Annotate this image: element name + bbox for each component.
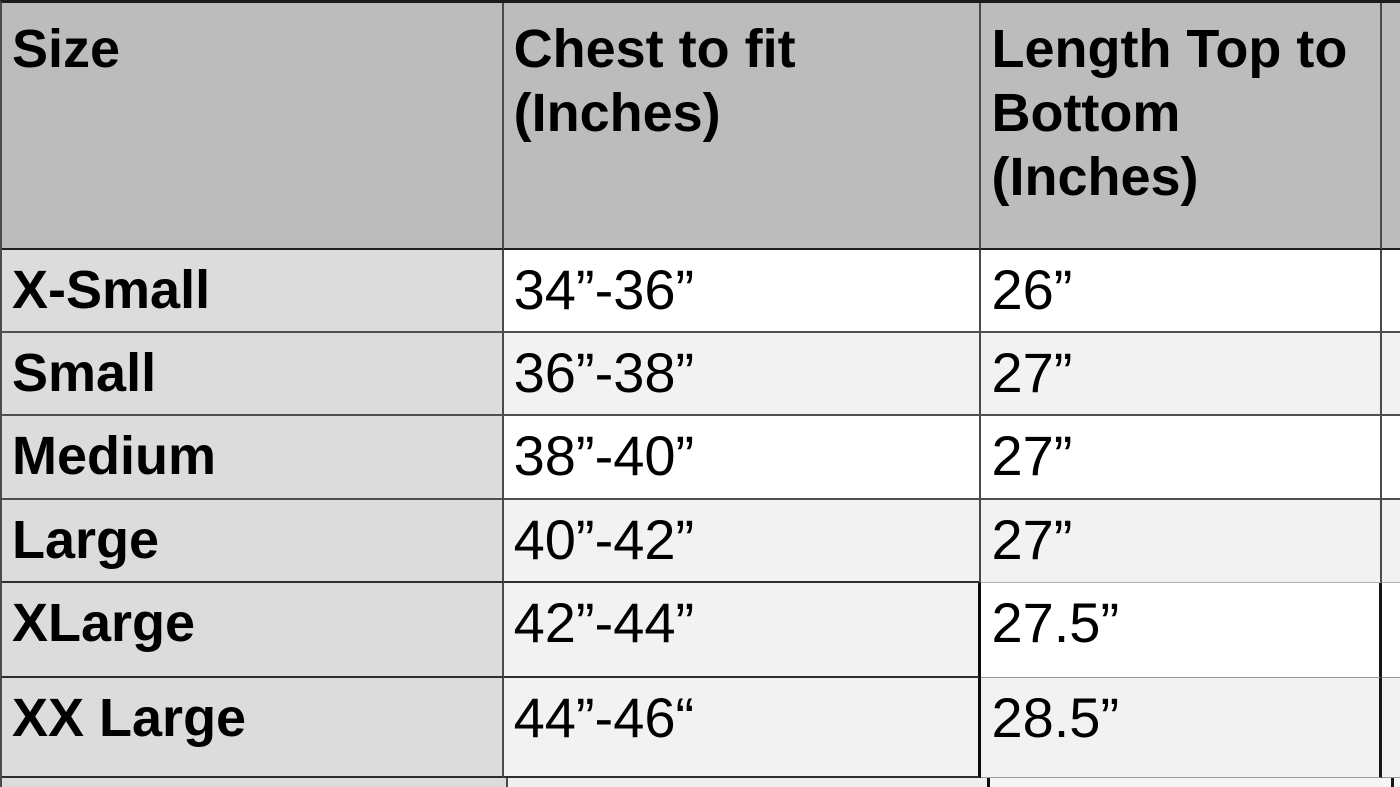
cell-chest: 34”-36”: [504, 250, 982, 333]
cell-chest: 44”-46“: [504, 678, 982, 778]
cell-chest: 38”-40”: [504, 416, 982, 500]
cell-chest: 40”-42”: [504, 500, 982, 583]
cell-size: XLarge: [2, 583, 504, 678]
cell-size: Large: [2, 500, 504, 583]
cropped-column-sliver: [1382, 678, 1400, 778]
table-row-large: [2, 500, 1400, 583]
table-row-small: [2, 333, 1400, 416]
cell-size: Medium: [2, 416, 504, 500]
cell-size: [2, 778, 508, 787]
cropped-column-sliver: [1394, 778, 1400, 787]
cell-size: Small: [2, 333, 504, 416]
cropped-column-sliver: [1382, 250, 1400, 333]
header-cropped-column-sliver: [1382, 3, 1400, 250]
header-cell-length: Length Top to Bottom (Inches): [981, 3, 1382, 250]
cropped-column-sliver: [1382, 416, 1400, 500]
cell-length: 27”: [981, 333, 1382, 416]
header-cell-size: Size: [2, 3, 504, 250]
cell-size: X-Small: [2, 250, 504, 333]
cell-length: [990, 778, 1394, 787]
cell-length: 26”: [981, 250, 1382, 333]
cell-chest: 36”-38”: [504, 333, 982, 416]
cell-length: 27.5”: [981, 583, 1382, 678]
cropped-column-sliver: [1382, 333, 1400, 416]
table-row-xxlarge: [2, 678, 1400, 778]
table-row-xlarge: [2, 583, 1400, 678]
cropped-column-sliver: [1382, 583, 1400, 678]
cell-size: XX Large: [2, 678, 504, 778]
partial-row-cropped: [2, 778, 1400, 787]
cell-length: 27”: [981, 416, 1382, 500]
cell-length: 27”: [981, 500, 1382, 583]
cell-length: 28.5”: [981, 678, 1382, 778]
header-cell-chest: Chest to fit (Inches): [504, 3, 982, 250]
header-row: [2, 3, 1400, 250]
cropped-column-sliver: [1382, 500, 1400, 583]
table-row-xsmall: [2, 250, 1400, 333]
table-row-medium: [2, 416, 1400, 500]
cell-chest: [508, 778, 990, 787]
cell-chest: 42”-44”: [504, 583, 982, 678]
